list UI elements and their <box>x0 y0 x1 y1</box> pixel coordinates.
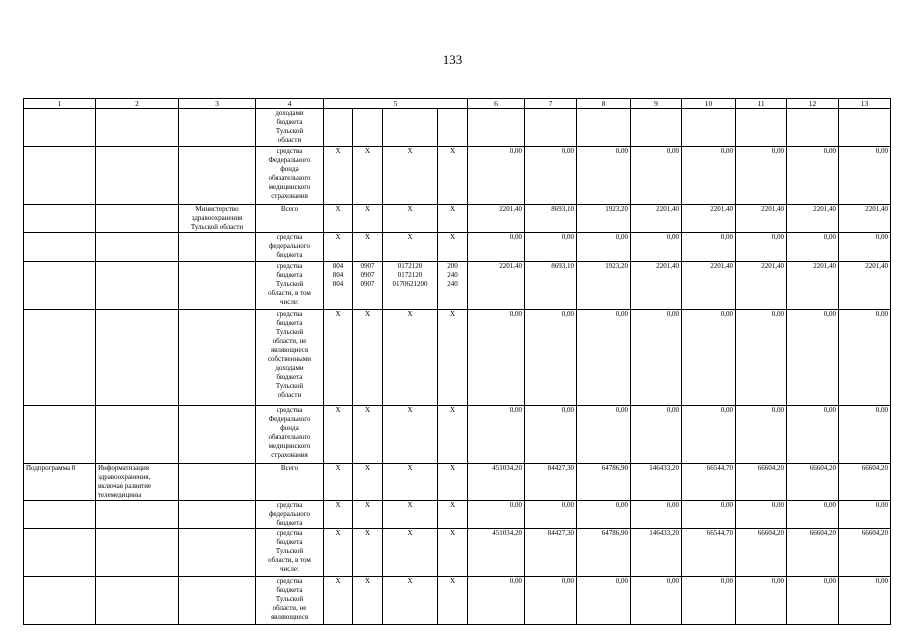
title-cell <box>96 109 179 147</box>
amount-col-6: 0,00 <box>468 406 525 464</box>
col-header-10: 10 <box>682 99 736 109</box>
amount-col-7: 0,00 <box>525 147 577 205</box>
amount-col-10: 0,00 <box>682 310 736 406</box>
program-cell <box>24 109 96 147</box>
code-expense-type: Х <box>438 577 468 625</box>
title-cell <box>96 262 179 310</box>
table-row <box>24 501 891 529</box>
col-header-8: 8 <box>577 99 631 109</box>
executor-cell <box>179 310 256 406</box>
source-cell: средства федерального бюджета <box>256 233 324 262</box>
amount-col-8: 0,00 <box>577 406 631 464</box>
amount-col-11: 2201,40 <box>736 262 787 310</box>
amount-col-12: 0,00 <box>787 233 839 262</box>
title-cell <box>96 310 179 406</box>
code-section: Х <box>353 406 383 464</box>
col-header-3: 3 <box>179 99 256 109</box>
program-cell: Подпрограмма 8 <box>24 464 96 501</box>
code-grbs: Х <box>324 464 353 501</box>
amount-col-9: 0,00 <box>631 501 682 529</box>
amount-col-6: 0,00 <box>468 310 525 406</box>
code-section: Х <box>353 577 383 625</box>
amount-col-12: 0,00 <box>787 310 839 406</box>
title-cell <box>96 529 179 577</box>
amount-col-11: 0,00 <box>736 406 787 464</box>
amount-col-8: 0,00 <box>577 577 631 625</box>
amount-col-11: 0,00 <box>736 577 787 625</box>
amount-col-6: 2201,40 <box>468 262 525 310</box>
executor-cell <box>179 109 256 147</box>
code-expense-type: Х <box>438 406 468 464</box>
amount-col-13: 0,00 <box>839 310 891 406</box>
amount-col-13: 2201,40 <box>839 262 891 310</box>
program-cell <box>24 406 96 464</box>
amount-col-10: 0,00 <box>682 501 736 529</box>
amount-col-13: 0,00 <box>839 577 891 625</box>
amount-col-8: 64786,90 <box>577 529 631 577</box>
amount-col-13: 66604,20 <box>839 529 891 577</box>
code-grbs: Х <box>324 310 353 406</box>
code-grbs: 804 804 804 <box>324 262 353 310</box>
code-expense-type <box>438 109 468 147</box>
amount-col-6: 451034,20 <box>468 464 525 501</box>
code-expense-type: 200 240 240 <box>438 262 468 310</box>
amount-col-12: 0,00 <box>787 406 839 464</box>
amount-col-10: 66544,70 <box>682 529 736 577</box>
amount-col-13: 0,00 <box>839 233 891 262</box>
code-expense-type: Х <box>438 205 468 233</box>
code-grbs: Х <box>324 233 353 262</box>
code-target-item: 0172120 0172120 0170621200 <box>383 262 438 310</box>
page-number: 133 <box>442 52 463 67</box>
table-row <box>24 310 891 406</box>
source-cell: средства бюджета Тульской области, в том числе: <box>256 262 324 310</box>
budget-table <box>23 98 891 625</box>
table-row <box>24 464 891 501</box>
amount-col-10: 0,00 <box>682 406 736 464</box>
table-row <box>24 147 891 205</box>
amount-col-11: 66604,20 <box>736 529 787 577</box>
code-section: Х <box>353 501 383 529</box>
code-target-item: Х <box>383 233 438 262</box>
amount-col-13: 66604,20 <box>839 464 891 501</box>
col-header-13: 13 <box>839 99 891 109</box>
table-row <box>24 529 891 577</box>
code-grbs: Х <box>324 529 353 577</box>
executor-cell <box>179 406 256 464</box>
code-target-item: Х <box>383 205 438 233</box>
amount-col-12 <box>787 109 839 147</box>
amount-col-9: 2201,40 <box>631 262 682 310</box>
code-section: Х <box>353 147 383 205</box>
table-row <box>24 406 891 464</box>
amount-col-11: 0,00 <box>736 233 787 262</box>
amount-col-10: 0,00 <box>682 147 736 205</box>
table-row <box>24 205 891 233</box>
table-row <box>24 577 891 625</box>
source-cell: средства федерального бюджета <box>256 501 324 529</box>
amount-col-10: 0,00 <box>682 233 736 262</box>
code-section: Х <box>353 233 383 262</box>
amount-col-9: 0,00 <box>631 233 682 262</box>
col-header-11: 11 <box>736 99 787 109</box>
code-grbs: Х <box>324 147 353 205</box>
amount-col-8: 0,00 <box>577 233 631 262</box>
header-row <box>24 99 891 109</box>
code-section: Х <box>353 310 383 406</box>
source-cell: Всего <box>256 464 324 501</box>
source-cell: средства бюджета Тульской области, не являющиеся <box>256 577 324 625</box>
amount-col-6: 0,00 <box>468 147 525 205</box>
code-section <box>353 109 383 147</box>
program-cell <box>24 147 96 205</box>
amount-col-10: 66544,70 <box>682 464 736 501</box>
col-header-6: 6 <box>468 99 525 109</box>
code-target-item <box>383 109 438 147</box>
amount-col-8: 0,00 <box>577 310 631 406</box>
amount-col-8: 0,00 <box>577 147 631 205</box>
amount-col-6: 0,00 <box>468 577 525 625</box>
code-section: 0907 0907 0907 <box>353 262 383 310</box>
amount-col-7: 0,00 <box>525 501 577 529</box>
amount-col-7: 84427,30 <box>525 464 577 501</box>
executor-cell <box>179 501 256 529</box>
title-cell <box>96 147 179 205</box>
code-target-item: Х <box>383 310 438 406</box>
code-section: Х <box>353 205 383 233</box>
amount-col-10 <box>682 109 736 147</box>
amount-col-7: 0,00 <box>525 310 577 406</box>
code-expense-type: Х <box>438 233 468 262</box>
amount-col-12: 66604,20 <box>787 529 839 577</box>
table-row <box>24 109 891 147</box>
amount-col-11 <box>736 109 787 147</box>
amount-col-12: 2201,40 <box>787 262 839 310</box>
program-cell <box>24 233 96 262</box>
title-cell <box>96 233 179 262</box>
amount-col-9: 146433,20 <box>631 464 682 501</box>
amount-col-9 <box>631 109 682 147</box>
amount-col-6: 451034,20 <box>468 529 525 577</box>
executor-cell <box>179 529 256 577</box>
amount-col-8 <box>577 109 631 147</box>
title-cell <box>96 205 179 233</box>
code-grbs <box>324 109 353 147</box>
table-row <box>24 233 891 262</box>
amount-col-9: 0,00 <box>631 406 682 464</box>
code-expense-type: Х <box>438 464 468 501</box>
executor-cell: Министерство здравоохранения Тульской области <box>179 205 256 233</box>
amount-col-11: 0,00 <box>736 147 787 205</box>
code-expense-type: Х <box>438 147 468 205</box>
amount-col-8: 0,00 <box>577 501 631 529</box>
amount-col-7 <box>525 109 577 147</box>
amount-col-7: 8693,10 <box>525 262 577 310</box>
amount-col-13 <box>839 109 891 147</box>
amount-col-7: 8693,10 <box>525 205 577 233</box>
col-header-12: 12 <box>787 99 839 109</box>
title-cell <box>96 501 179 529</box>
code-target-item: Х <box>383 501 438 529</box>
code-section: Х <box>353 464 383 501</box>
amount-col-6: 2201,40 <box>468 205 525 233</box>
title-cell <box>96 577 179 625</box>
code-target-item: Х <box>383 464 438 501</box>
source-cell: средства Федерального фонда обязательного медицинского страхования <box>256 147 324 205</box>
executor-cell <box>179 464 256 501</box>
code-target-item: Х <box>383 147 438 205</box>
program-cell <box>24 310 96 406</box>
code-grbs: Х <box>324 577 353 625</box>
col-header-7: 7 <box>525 99 577 109</box>
amount-col-13: 0,00 <box>839 147 891 205</box>
amount-col-8: 1923,20 <box>577 205 631 233</box>
title-cell <box>96 406 179 464</box>
program-cell <box>24 577 96 625</box>
amount-col-13: 0,00 <box>839 501 891 529</box>
executor-cell <box>179 233 256 262</box>
amount-col-8: 64786,90 <box>577 464 631 501</box>
col-header-4: 4 <box>256 99 324 109</box>
amount-col-9: 0,00 <box>631 310 682 406</box>
code-target-item: Х <box>383 529 438 577</box>
table-row <box>24 262 891 310</box>
code-grbs: Х <box>324 406 353 464</box>
amount-col-9: 0,00 <box>631 147 682 205</box>
source-cell: Всего <box>256 205 324 233</box>
program-cell <box>24 529 96 577</box>
code-target-item: Х <box>383 577 438 625</box>
amount-col-6 <box>468 109 525 147</box>
executor-cell <box>179 262 256 310</box>
col-header-1: 1 <box>24 99 96 109</box>
amount-col-13: 2201,40 <box>839 205 891 233</box>
amount-col-6: 0,00 <box>468 233 525 262</box>
executor-cell <box>179 577 256 625</box>
code-grbs: Х <box>324 501 353 529</box>
code-expense-type: Х <box>438 529 468 577</box>
amount-col-12: 0,00 <box>787 501 839 529</box>
code-section: Х <box>353 529 383 577</box>
code-expense-type: Х <box>438 501 468 529</box>
title-cell: Информатизация здравоохранения, включая развитие телемедицины <box>96 464 179 501</box>
amount-col-6: 0,00 <box>468 501 525 529</box>
amount-col-12: 66604,20 <box>787 464 839 501</box>
source-cell: средства бюджета Тульской области, в том числе: <box>256 529 324 577</box>
amount-col-7: 0,00 <box>525 233 577 262</box>
amount-col-11: 0,00 <box>736 310 787 406</box>
amount-col-7: 0,00 <box>525 406 577 464</box>
amount-col-12: 0,00 <box>787 147 839 205</box>
source-cell: доходами бюджета Тульской области <box>256 109 324 147</box>
amount-col-9: 0,00 <box>631 577 682 625</box>
amount-col-11: 66604,20 <box>736 464 787 501</box>
source-cell: средства Федерального фонда обязательного медицинского страхования <box>256 406 324 464</box>
amount-col-12: 2201,40 <box>787 205 839 233</box>
code-grbs: Х <box>324 205 353 233</box>
code-expense-type: Х <box>438 310 468 406</box>
amount-col-11: 2201,40 <box>736 205 787 233</box>
amount-col-11: 0,00 <box>736 501 787 529</box>
col-header-5: 5 <box>324 99 468 109</box>
amount-col-12: 0,00 <box>787 577 839 625</box>
amount-col-10: 2201,40 <box>682 262 736 310</box>
amount-col-10: 2201,40 <box>682 205 736 233</box>
source-cell: средства бюджета Тульской области, не являющиеся собственными доходами бюджета Тульской области <box>256 310 324 406</box>
amount-col-13: 0,00 <box>839 406 891 464</box>
amount-col-9: 2201,40 <box>631 205 682 233</box>
code-target-item: Х <box>383 406 438 464</box>
program-cell <box>24 205 96 233</box>
amount-col-8: 1923,20 <box>577 262 631 310</box>
col-header-2: 2 <box>96 99 179 109</box>
amount-col-7: 84427,30 <box>525 529 577 577</box>
executor-cell <box>179 147 256 205</box>
program-cell <box>24 262 96 310</box>
amount-col-7: 0,00 <box>525 577 577 625</box>
amount-col-10: 0,00 <box>682 577 736 625</box>
col-header-9: 9 <box>631 99 682 109</box>
program-cell <box>24 501 96 529</box>
amount-col-9: 146433,20 <box>631 529 682 577</box>
